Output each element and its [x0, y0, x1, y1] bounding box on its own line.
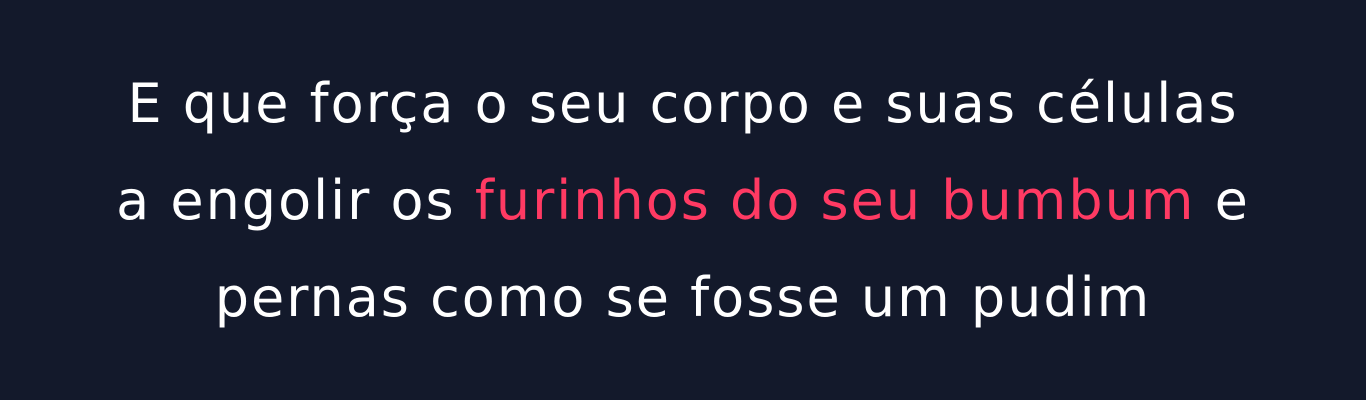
headline: [33, 55, 1333, 346]
headline-line-2: [33, 152, 1333, 249]
highlighted-phrase: furinhos do seu bumbum: [474, 168, 1196, 232]
headline-line-2-start: a engolir os: [116, 168, 475, 232]
headline-line-1: E que força o seu corpo e suas células: [127, 71, 1239, 135]
headline-line-2-end: e: [1195, 168, 1250, 232]
headline-line-3: pernas como se fosse um pudim: [214, 265, 1152, 329]
